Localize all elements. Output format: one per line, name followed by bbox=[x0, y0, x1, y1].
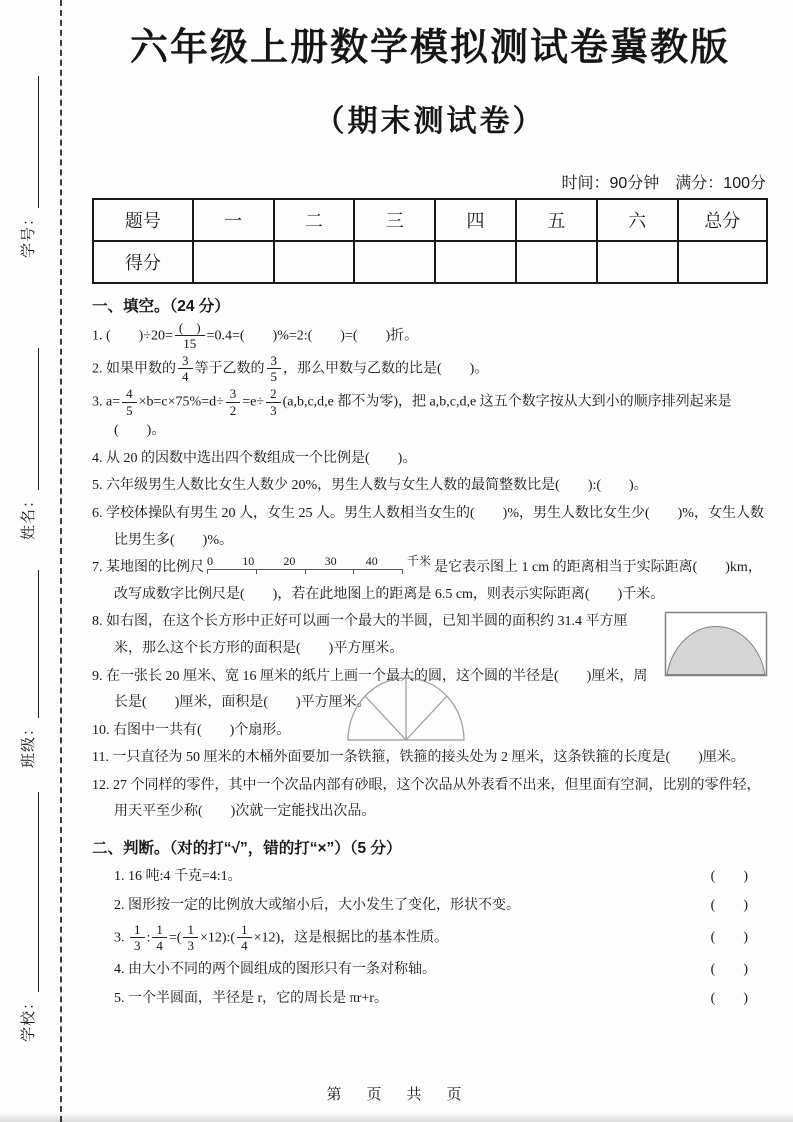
judge-item-1 bbox=[92, 862, 768, 891]
scale-ruler-figure: 0 10 20 30 40 千米 bbox=[207, 555, 431, 575]
rect-semicircle-figure bbox=[664, 611, 768, 677]
judge-item-3 bbox=[92, 921, 768, 955]
seal-dashed-line bbox=[60, 0, 62, 1122]
question-5: 5. 六年级男生人数比女生人数少 20%，男生人数与女生人数的最简整数比是( ):( )。 bbox=[92, 478, 648, 494]
sidebar-field-student-number bbox=[17, 76, 39, 258]
page-footer: 第 页 共 页 bbox=[326, 1087, 467, 1103]
fraction: $\frac{3}{4}$ bbox=[178, 353, 193, 385]
question-11: 11. 一只直径为 50 厘米的木桶外面要加一条铁箍，铁箍的接头处为 2 厘米，这条铁箍的长度是( )厘米。 bbox=[92, 750, 745, 766]
score-cell bbox=[274, 241, 355, 283]
score-table bbox=[92, 198, 768, 284]
header-cell-4: 四 bbox=[435, 199, 516, 241]
score-cell bbox=[597, 241, 678, 283]
question-8 bbox=[92, 609, 768, 662]
student-number-label: 学号： bbox=[21, 209, 38, 258]
header-cell-question-no: 题号 bbox=[93, 199, 193, 241]
page-title: 六年级上册数学模拟测试卷冀教版 bbox=[129, 27, 730, 69]
fraction: $\frac{1}{4}$ bbox=[152, 922, 167, 954]
judge-item-2-text: 2. 图形按一定的比例放大或缩小后，大小发生了变化，形状不变。 bbox=[114, 898, 520, 914]
score-cell bbox=[354, 241, 435, 283]
fraction: $\frac{( )}{15}$ bbox=[175, 320, 205, 352]
school-label: 学校： bbox=[21, 993, 38, 1042]
page-subtitle: （期末测试卷） bbox=[314, 104, 546, 138]
header-cell-6: 六 bbox=[597, 199, 678, 241]
fraction: $\frac{2}{3}$ bbox=[266, 386, 281, 418]
question-7: 7. 某地图的比例尺 0 10 20 30 40 千米 是它表示图上 1 cm 的距离相当于实际距离( )km，改写成数字比例尺是( )，若在此地图上的距离是 6.5 cm，则表示实际距离( )千米。 bbox=[92, 554, 762, 602]
sidebar-field-name bbox=[17, 348, 39, 540]
score-cell bbox=[435, 241, 516, 283]
section1-heading: 一、填空。（24 分） bbox=[92, 297, 230, 315]
question-1: 1. ( )÷20= $\frac{( )}{15}$ =0.4=( )%=2:( )=( )折。 bbox=[92, 319, 419, 352]
header-cell-5: 五 bbox=[516, 199, 597, 241]
judge-item-5 bbox=[92, 984, 768, 1013]
sidebar-field-school bbox=[17, 792, 39, 1042]
judge-item-1-text: 1. 16 吨:4 千克=4:1。 bbox=[114, 869, 242, 885]
score-table-score-row bbox=[93, 241, 767, 283]
judge-item-5-text: 5. 一个半圆面，半径是 r，它的周长是 πr+r。 bbox=[114, 991, 388, 1007]
question-2: 2. 如果甲数的 $\frac{3}{4}$ 等于乙数的 $\frac{3}{5}$ ，那么甲数与乙数的比是( )。 bbox=[92, 352, 489, 385]
score-table-header-row bbox=[93, 199, 767, 241]
judge-item-3-text: 3. $\frac{1}{3}$ : $\frac{1}{4}$ =( $\frac{1}{3}$ ×12):( $\frac{1}{4}$ ×12)，这是根据比的基本性质。 bbox=[114, 921, 449, 954]
question-12: 12. 27 个同样的零件，其中一个次品内部有砂眼，这个次品从外表看不出来，但里面有空洞，比别的零件轻，用天平至少称( )次就一定能找出次品。 bbox=[92, 777, 761, 820]
school-blank bbox=[16, 792, 39, 992]
name-blank bbox=[16, 348, 39, 490]
question-8-text: 8. 如右图，在这个长方形中正好可以画一个最大的半圆，已知半圆的面积约 31.4 平方厘米，那么这个长方形的面积是( )平方厘米。 bbox=[92, 614, 628, 656]
header-cell-1: 一 bbox=[193, 199, 274, 241]
fan-figure-wrap bbox=[344, 674, 468, 755]
judge-item-5-answer-blank: ( ) bbox=[710, 991, 748, 1007]
question-10 bbox=[92, 718, 768, 745]
sidebar-field-class bbox=[17, 570, 39, 768]
header-cell-total: 总分 bbox=[678, 199, 768, 241]
question-3: 3. a= $\frac{4}{5}$ ×b=c×75%=d÷ $\frac{3}{2}$ =e÷ $\frac{2}{3}$ (a,b,c,d,e 都不为零)，把 a,b,c,d,e 这五个数字按从大到小的顺序排列起来是( )。 bbox=[92, 385, 732, 439]
score-cell bbox=[516, 241, 597, 283]
fan-figure bbox=[344, 674, 468, 744]
score-cell bbox=[193, 241, 274, 283]
score-cell bbox=[678, 241, 768, 283]
fraction: $\frac{3}{2}$ bbox=[226, 386, 241, 418]
question-6: 6. 学校体操队有男生 20 人，女生 25 人。男生人数相当女生的( )%，男生人数比女生少( )%，女生人数比男生多( )%。 bbox=[92, 505, 764, 548]
fraction: $\frac{1}{3}$ bbox=[130, 922, 145, 954]
question-4: 4. 从 20 的因数中选出四个数组成一个比例是( )。 bbox=[92, 450, 417, 466]
judge-item-3-answer-blank: ( ) bbox=[710, 930, 748, 946]
judge-item-4 bbox=[92, 955, 768, 984]
fraction: $\frac{1}{4}$ bbox=[237, 922, 252, 954]
judge-item-2-answer-blank: ( ) bbox=[710, 898, 748, 914]
header-cell-3: 三 bbox=[354, 199, 435, 241]
fraction: $\frac{1}{3}$ bbox=[183, 922, 198, 954]
scan-bottom-shadow bbox=[0, 1113, 793, 1122]
judge-item-1-answer-blank: ( ) bbox=[710, 869, 748, 885]
paper-content bbox=[92, 0, 768, 1013]
fraction: $\frac{3}{5}$ bbox=[267, 353, 282, 385]
time-score-info: 时间：90分钟 满分：100分 bbox=[561, 174, 766, 192]
judge-item-4-answer-blank: ( ) bbox=[710, 961, 748, 977]
name-label: 姓名： bbox=[21, 491, 38, 540]
class-label: 班级： bbox=[21, 719, 38, 768]
header-cell-2: 二 bbox=[274, 199, 355, 241]
student-number-blank bbox=[16, 76, 39, 208]
fraction: $\frac{4}{5}$ bbox=[122, 386, 137, 418]
score-row-label: 得分 bbox=[93, 241, 193, 283]
question-9: 9. 在一张长 20 厘米、宽 16 厘米的纸片上画一个最大的圆，这个圆的半径是( )厘米，周长是( )厘米，面积是( )平方厘米。 bbox=[92, 668, 648, 711]
class-blank bbox=[16, 570, 39, 718]
judge-item-4-text: 4. 由大小不同的两个圆组成的图形只有一条对称轴。 bbox=[114, 961, 436, 977]
question-10-text: 10. 右图中一共有( )个扇形。 bbox=[92, 722, 291, 738]
judge-item-2 bbox=[92, 891, 768, 920]
section2-heading: 二、判断。（对的打“√”，错的打“×”）（5 分） bbox=[92, 840, 402, 858]
